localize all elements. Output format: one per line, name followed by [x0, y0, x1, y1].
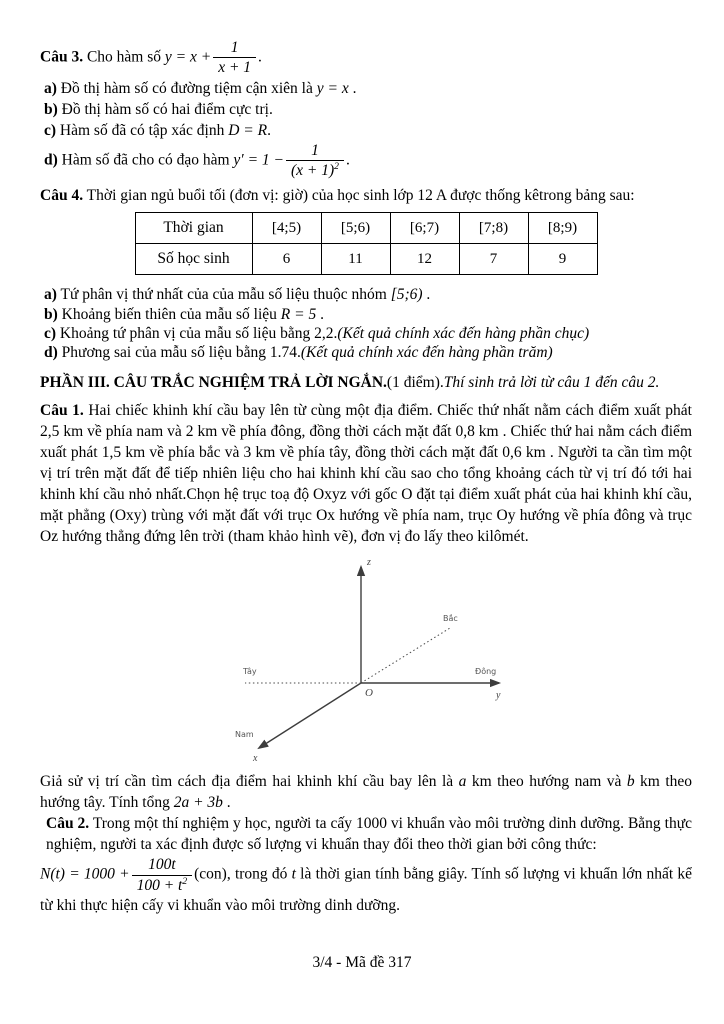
part3-heading-points: (1 điểm). — [386, 374, 444, 392]
giasu-tail: . — [222, 794, 231, 812]
part3-heading-italic: Thí sinh trả lời từ câu 1 đến câu 2. — [443, 374, 660, 392]
q4-item-c — [40, 324, 692, 343]
q3-item-d-den-exponent: 2 — [334, 160, 339, 172]
q2-frac-denominator — [132, 875, 193, 894]
q2-formula-lhs: N(t) = 1000 + — [40, 865, 130, 883]
q4-item-c-note: (Kết quả chính xác đến hàng phần chục) — [337, 325, 590, 343]
q3-item-d-frac-denominator — [286, 160, 344, 179]
table-cell-interval-4: [7;8) — [459, 213, 528, 244]
q3-item-a-math: y = x — [316, 79, 349, 97]
table-cell-count-2: 11 — [321, 244, 390, 275]
giasu-text-3: km theo hướng tây. Tính tổng — [40, 773, 693, 812]
q4-item-a-text: Tứ phân vị thứ nhất của của mẫu số liệu thuộc nhóm — [56, 286, 391, 304]
q4-item-d-text: Phương sai của mẫu số liệu bằng 1.74. — [57, 344, 301, 362]
table-cell-students-label: Số học sinh — [135, 244, 252, 275]
table-cell-interval-1: [4;5) — [252, 213, 321, 244]
question-3-intro: Cho hàm số — [83, 48, 165, 66]
north-label: Bắc — [443, 614, 458, 624]
q4-item-a-label: a) — [44, 286, 57, 304]
q3-item-b — [40, 99, 692, 120]
west-label: Tây — [243, 667, 257, 677]
table-cell-interval-2: [5;6) — [321, 213, 390, 244]
q3-item-d-label: d) — [44, 151, 58, 169]
q3-item-a-tail: . — [348, 79, 357, 97]
q3-item-a-text: Đồ thị hàm số có đường tiệm cận xiên là — [56, 79, 317, 97]
south-label: Nam — [235, 730, 254, 740]
question-4-text: Thời gian ngủ buổi tối (đơn vị: giờ) của học sinh lớp 12 A được thống kêtrong bảng sau: — [83, 187, 635, 205]
q3-item-d-den-base: (x + 1) — [291, 162, 335, 180]
giasu-var-b: b — [626, 773, 635, 791]
p3-q2-text: Trong một thí nghiệm y học, người ta cấy 1000 vi khuẩn vào môi trường dinh dưỡng. Bằng thực nghiệm, người ta xác định được số lượng vi khuẩn thay đổi theo thời gian bởi công thức: — [46, 815, 692, 854]
p3-q2-label: Câu 2. — [46, 815, 90, 833]
table-cell-interval-3: [6;7) — [390, 213, 459, 244]
part3-heading-bold: PHẦN III. CÂU TRẮC NGHIỆM TRẢ LỜI NGẮN. — [40, 374, 387, 392]
east-label: Đông — [475, 667, 497, 677]
part3-heading — [40, 372, 692, 393]
q3-formula-fraction — [213, 39, 256, 77]
z-axis-label: z — [367, 557, 371, 569]
q4-item-a — [40, 284, 692, 305]
q3-item-b-label: b) — [44, 100, 58, 118]
table-cell-count-3: 12 — [390, 244, 459, 275]
q2-formula-after-rest: là thời gian tính bằng giây. Tính số lượng vi khuẩn lớn nhất kể từ khi thực hiện cấy vi khuẩn vào môi trường dinh dưỡng. — [40, 865, 693, 915]
table-cell-time-label: Thời gian — [135, 213, 252, 244]
footer-text: 3/4 - Mã đề 317 — [312, 954, 412, 971]
q3-item-d-fraction — [286, 142, 344, 180]
q2-formula-fraction — [132, 856, 193, 894]
q3-frac-denominator: x + 1 — [213, 57, 256, 76]
p3-question-1 — [40, 400, 692, 547]
q4-item-b-math: R = 5 — [280, 306, 317, 324]
giasu-text-2: km theo hướng nam và — [466, 773, 627, 791]
q4-item-a-math: [5;6) — [390, 286, 423, 304]
table-cell-interval-5: [8;9) — [528, 213, 597, 244]
p3-q2-formula-paragraph — [40, 855, 692, 916]
sleep-time-table — [135, 212, 598, 275]
q2-formula-after-open: (con), trong đó — [194, 865, 292, 883]
q3-item-d-tail: . — [345, 151, 350, 169]
giasu-text-1: Giả sử vị trí cần tìm cách địa điểm hai khinh khí cầu bay lên là — [40, 773, 459, 791]
origin-label: O — [365, 687, 373, 700]
sleep-time-table-body — [135, 213, 597, 275]
q2-den-base: 100 + t — [136, 876, 183, 894]
p3-q1-conclusion — [40, 771, 692, 813]
p3-question-2 — [40, 813, 692, 855]
q4-item-a-tail: . — [422, 286, 431, 304]
table-cell-count-1: 6 — [252, 244, 321, 275]
q3-item-d-text: Hàm số đã cho có đạo hàm — [57, 151, 234, 169]
giasu-sum-expression: 2a + 3b — [173, 794, 223, 812]
q3-item-c-tail: . — [267, 121, 271, 139]
q4-item-d-note: (Kết quả chính xác đến hàng phần trăm) — [300, 344, 553, 362]
question-3-header — [40, 38, 692, 78]
q4-item-d-label: d) — [44, 344, 58, 362]
table-cell-count-5: 9 — [528, 244, 597, 275]
coordinate-axes-figure — [213, 553, 523, 765]
x-axis-line — [259, 683, 361, 748]
question-3-label: Câu 3. — [40, 48, 84, 66]
q2-den-exponent: 2 — [182, 875, 188, 887]
p3-q1-label: Câu 1. — [40, 402, 84, 420]
p3-q1-text: Hai chiếc khinh khí cầu bay lên từ cùng một địa điểm. Chiếc thứ nhất nằm cách điểm xuất phát 2,5 km về phía nam và 2 km về phía đông, đồng thời cách mặt đất 0,8 km . Chiếc thứ hai nằm cách điểm xuất phát 1,5 km về phía bắc và 3 km về phía tây, đồng thời cách mặt đất 0,6 km . Người ta cần tìm một vị trí trên mặt đất để tiếp nhiên liệu cho hai khinh khí cầu sao cho tổng khoảng cách từ vị trí đó tới hai khinh khí cầu nhỏ nhất.Chọn hệ trục toạ độ Oxyz với gốc O đặt tại điểm xuất phát của hai khinh khí cầu, mặt phẳng (Oxy) trùng với mặt đất với trục Ox hướng về phía nam, trục Oy hướng về phía đông và trục Oz hướng thẳng đứng lên trời (tham khảo hình vẽ), đơn vị đo lấy theo kilômét. — [40, 402, 692, 546]
table-cell-count-4: 7 — [459, 244, 528, 275]
q3-item-d-math-lhs: y′ = 1 − — [233, 151, 284, 169]
q3-item-c-math: D = R — [228, 121, 268, 139]
page-footer — [0, 953, 724, 973]
q3-formula-lhs: y = x + — [164, 48, 212, 66]
q3-item-d — [40, 141, 692, 181]
q3-item-a-label: a) — [44, 79, 57, 97]
q3-item-c — [40, 120, 692, 141]
q3-item-a — [40, 78, 692, 99]
q3-frac-numerator: 1 — [230, 39, 239, 56]
x-axis-label: x — [253, 753, 258, 765]
q3-item-c-text: Hàm số đã có tập xác định — [56, 121, 229, 139]
question-4-label: Câu 4. — [40, 187, 84, 205]
q4-item-c-label: c) — [44, 325, 57, 343]
q4-item-b-text: Khoảng biến thiên của mẫu số liệu — [57, 306, 281, 324]
q4-item-b-label: b) — [44, 306, 58, 324]
table-row-time — [135, 213, 597, 244]
q2-frac-numerator: 100t — [148, 856, 176, 874]
north-dotted-line — [361, 628, 450, 683]
q2-var-t: t — [291, 865, 296, 883]
giasu-var-a: a — [458, 773, 467, 791]
q4-item-d — [40, 343, 692, 362]
y-axis-label: y — [496, 690, 501, 702]
q4-item-b-tail: . — [316, 306, 324, 324]
q3-formula-tail: . — [258, 48, 262, 66]
table-row-students — [135, 244, 597, 275]
q4-item-c-text: Khoảng tứ phân vị của mẫu số liệu bằng 2,2. — [56, 325, 338, 343]
q3-item-d-frac-numerator: 1 — [311, 141, 319, 159]
axes-svg — [213, 553, 523, 765]
q3-item-b-text: Đồ thị hàm số có hai điểm cực trị. — [57, 100, 273, 118]
question-4-header — [40, 185, 692, 206]
q3-item-c-label: c) — [44, 121, 57, 139]
q4-item-b — [40, 305, 692, 324]
